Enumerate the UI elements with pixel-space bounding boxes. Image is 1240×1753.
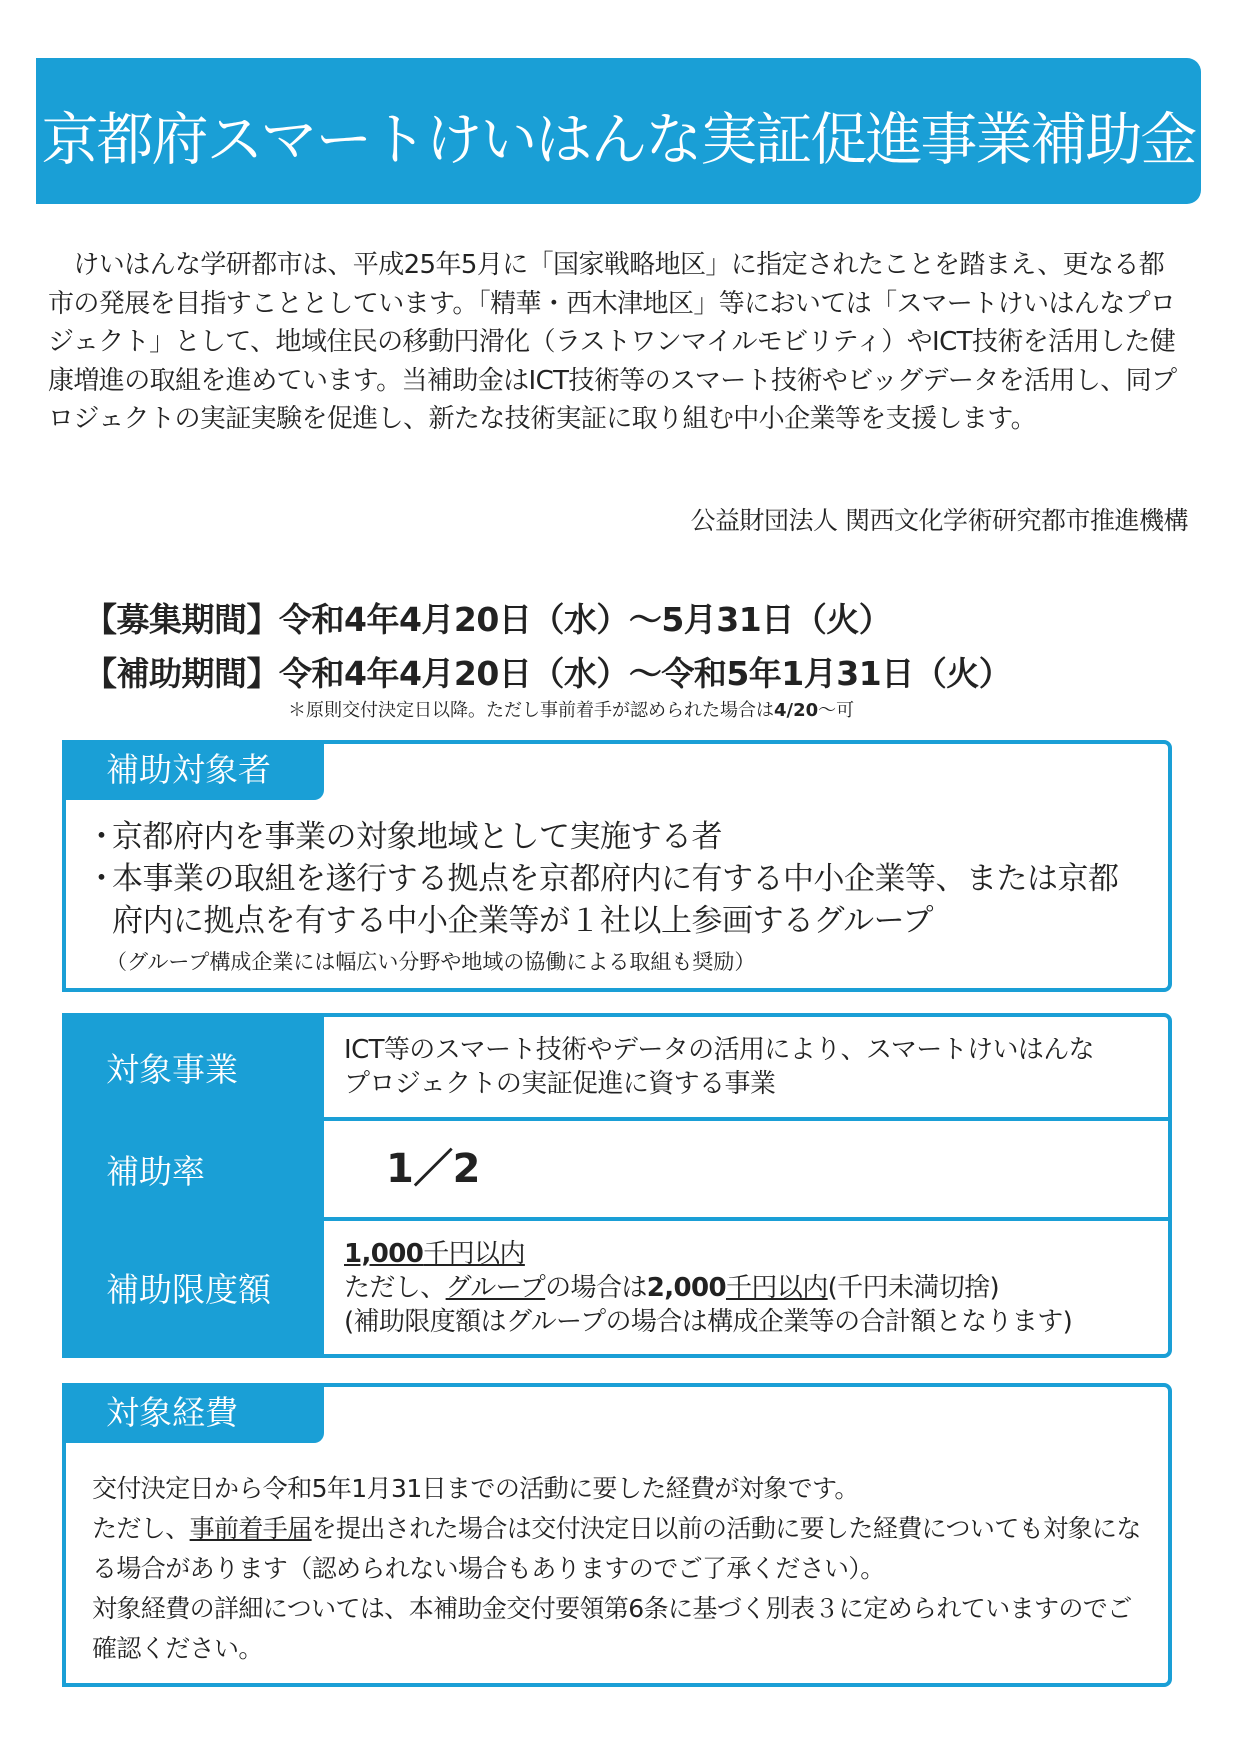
expenses-text [92, 1469, 1142, 1669]
intro-text: けいはんな学研都市は、平成25年5月に「国家戦略地区」に指定されたことを踏まえ、更なる都市の発展を目指すこととしています。「精華・西木津地区」等においては「スマートけいはんなプロジェクト」として、地域住民の移動円滑化（ラストワンマイルモビリティ）やICT技術を活用した健康増進の取組を進めています。当補助金はICT技術等のスマート技術やビッグデータを活用し、同プロジェクトの実証実験を促進し、新たな技術実証に取り組む中小企業等を支援します。 [48, 250, 1177, 434]
eligible-section [62, 740, 1172, 992]
period-note [288, 696, 854, 722]
expenses-line-2-suffix: を提出された場合は交付決定日以前の活動に要した経費についても対象になる場合があります（認められない場合もありますのでご了承ください）。 [92, 1514, 1141, 1583]
advance-start-notice-link: 事前着手届 [189, 1514, 312, 1543]
project-label: 対象事業 [66, 1017, 324, 1117]
limit-group-word: グループ [445, 1272, 546, 1303]
eligible-list [86, 816, 1122, 942]
organization-name: 公益財団法人 関西文化学術研究都市推進機構 [690, 506, 1188, 535]
period-note-date: 4/20 [774, 700, 819, 721]
limit-description [344, 1221, 1156, 1354]
limit-group-prefix: ただし、 [344, 1272, 446, 1303]
limit-group-amount: 2,000 [646, 1272, 726, 1303]
table-row-rate [66, 1121, 1168, 1217]
limit-note-line: (補助限度額はグループの場合は構成企業等の合計額となります) [344, 1306, 1073, 1337]
subsidy-details-table [62, 1013, 1172, 1358]
list-item: ・ 本事業の取組を遂行する拠点を京都府内に有する中小企業等、または京都府内に拠点を有する中小企業等が１社以上参画するグループ [86, 858, 1122, 942]
period-note-suffix: ～可 [818, 700, 855, 721]
recruit-period: 【募集期間】令和4年4月20日（水）～5月31日（火） [84, 600, 892, 639]
project-description [344, 1017, 1156, 1117]
rate-label: 補助率 [66, 1121, 324, 1217]
project-line-2: プロジェクトの実証促進に資する事業 [344, 1069, 776, 1099]
expenses-line-2-prefix: ただし、 [92, 1514, 190, 1543]
limit-group-mid: の場合は [545, 1272, 647, 1303]
limit-amount-line [344, 1237, 1156, 1271]
eligible-note: （グループ構成企業には幅広い分野や地域の協働による取組も奨励） [106, 950, 756, 974]
subsidy-period: 【補助期間】令和4年4月20日（水）～令和5年1月31日（火） [84, 654, 1012, 693]
rate-body [344, 1121, 1156, 1217]
expenses-line-1: 交付決定日から令和5年1月31日までの活動に要した経費が対象です。 [92, 1474, 859, 1503]
project-line-1: ICT等のスマート技術やデータの活用により、スマートけいはんな [344, 1035, 1095, 1065]
title-banner [38, 60, 1199, 202]
limit-amount-unit: 千円以内 [423, 1238, 525, 1269]
expenses-heading: 対象経費 [62, 1383, 324, 1443]
expenses-section [62, 1383, 1172, 1687]
period-note-prefix: ＊原則交付決定日以降。ただし事前着手が認められた場合は [288, 700, 774, 721]
expenses-line-3: 対象経費の詳細については、本補助金交付要領第6条に基づく別表３に定められていますのでご確認ください。 [92, 1594, 1132, 1663]
limit-group-suffix: (千円未満切捨) [827, 1272, 1000, 1303]
intro-paragraph [48, 246, 1188, 439]
expenses-line-2 [92, 1509, 1142, 1589]
eligible-heading: 補助対象者 [62, 740, 324, 800]
limit-label: 補助限度額 [66, 1221, 324, 1354]
page-title: 京都府スマートけいはんな実証促進事業補助金 [41, 107, 1196, 173]
table-row-limit [66, 1221, 1168, 1354]
rate-value: 1／2 [386, 1146, 480, 1192]
limit-amount: 1,000 [344, 1238, 424, 1269]
limit-group-line [344, 1271, 1156, 1305]
limit-group-unit: 千円以内 [726, 1272, 828, 1303]
table-row-project [66, 1017, 1168, 1117]
list-item: ・ 京都府内を事業の対象地域として実施する者 [86, 816, 1122, 858]
